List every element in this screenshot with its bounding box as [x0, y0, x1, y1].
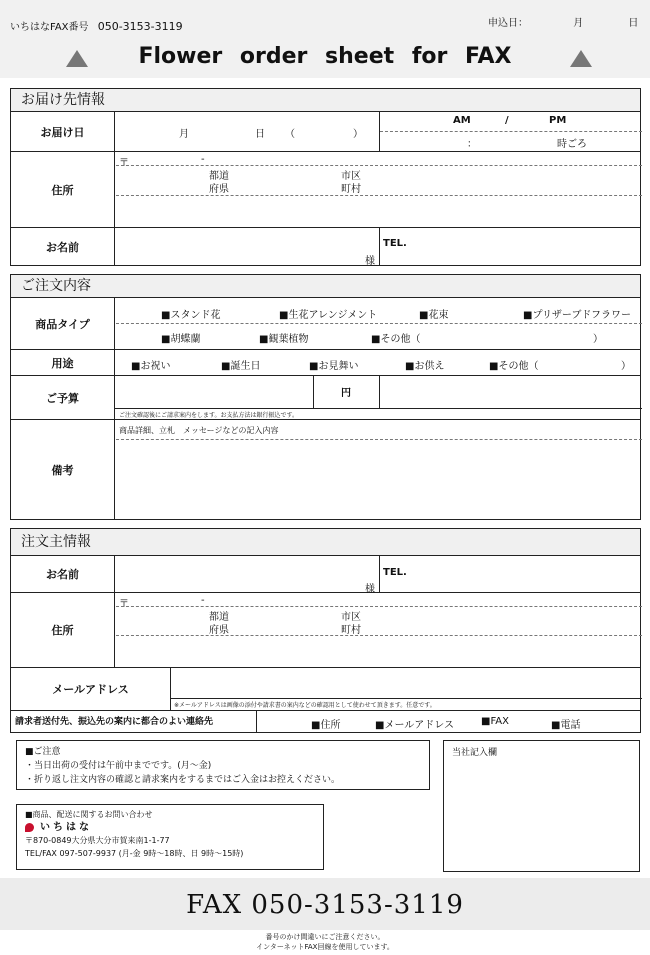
orderer-postal-hyphen: -	[201, 595, 205, 606]
remarks-hint: 商品詳細、立札 メッセージなどの記入内容	[119, 426, 279, 435]
brand	[10, 18, 183, 33]
orderer-email-note: ※メールアドレスは画像の添付や請求書の案内などの確認用として使わせて頂きます。任意です。	[174, 702, 436, 709]
budget-yen: 円	[341, 388, 351, 399]
product-bouquet[interactable]: ■花束	[419, 310, 449, 321]
orderer-address-label: 住所	[11, 593, 115, 667]
delivery-month: 月	[179, 129, 189, 140]
orderer-fuken: 府県	[209, 625, 229, 636]
contact-fax[interactable]: ■FAX	[481, 716, 509, 727]
delivery-tel-label: TEL.	[383, 238, 407, 249]
purpose-label: 用途	[11, 350, 115, 375]
orderer-sama: 様	[365, 584, 375, 595]
pm-label: PM	[549, 115, 567, 126]
apply-label: 申込日：	[488, 18, 528, 29]
product-foliage[interactable]: ■観葉植物	[259, 334, 309, 345]
notice-line-2: ・折り返し注文内容の確認と請求案内をするまではご入金はお控えください。	[25, 775, 341, 785]
purpose-other[interactable]: ■その他（	[489, 361, 539, 372]
orderer-email-row	[11, 668, 640, 711]
delivery-date-label: お届け日	[11, 112, 115, 151]
delivery-day: 日	[255, 129, 265, 140]
footer-note-1: 番号のかけ間違いにご注意ください。	[265, 933, 385, 941]
delivery-todo: 都道	[209, 171, 229, 182]
purpose-get-well[interactable]: ■お見舞い	[309, 361, 359, 372]
company-logo	[25, 821, 315, 834]
orderer-contact-row	[11, 711, 640, 733]
company-address: 〒870-0849大分県大分市賀来南1-1-77	[25, 836, 170, 845]
brand-fax-number: 050-3153-3119	[97, 20, 183, 33]
purpose-birthday[interactable]: ■誕生日	[221, 361, 261, 372]
product-other[interactable]: ■その他（	[371, 334, 421, 345]
budget-row	[11, 376, 640, 420]
budget-note: ご注文確認後にご請求案内をします。お支払方法は銀行振込です。	[119, 412, 299, 419]
order-heading: ご注文内容	[11, 275, 640, 298]
orderer-shiku: 市区	[341, 612, 361, 623]
company-telfax: TEL/FAX 097-507-9937 (月-金 9時～18時、日 9時～15時)	[25, 849, 244, 858]
orderer-section	[10, 528, 641, 733]
orderer-contact-label: 請求者送付先、振込先の案内に都合のよい連絡先	[11, 711, 257, 733]
delivery-fuken: 府県	[209, 184, 229, 195]
apply-month: 月	[573, 18, 584, 29]
orderer-chouson: 町村	[341, 625, 361, 636]
purpose-offering[interactable]: ■お供え	[405, 361, 445, 372]
time-about: 時ごろ	[557, 139, 587, 150]
page-title: Flower order sheet for FAX	[138, 44, 512, 69]
orderer-todo: 都道	[209, 612, 229, 623]
delivery-heading: お届け先情報	[11, 89, 640, 112]
orderer-postal-mark: 〒	[119, 599, 129, 610]
remarks-label: 備考	[11, 420, 115, 519]
paren-open: （	[285, 129, 295, 140]
company-name: いちはな	[40, 822, 92, 833]
delivery-chouson: 町村	[341, 184, 361, 195]
brand-label: いちはなFAX番号	[10, 22, 89, 33]
office-use-box	[443, 740, 640, 872]
product-stand[interactable]: ■スタンド花	[161, 310, 221, 321]
delivery-postal-hyphen: -	[201, 154, 205, 165]
product-preserved[interactable]: ■プリザーブドフラワー	[523, 310, 632, 321]
product-arrangement[interactable]: ■生花アレンジメント	[279, 310, 378, 321]
flower-logo-icon	[25, 823, 34, 832]
inquiry-heading: ■商品、配送に関するお問い合わせ	[25, 810, 153, 819]
orderer-tel-label: TEL.	[383, 567, 407, 578]
contact-phone[interactable]: ■電話	[551, 720, 581, 731]
footer-note-2: インターネットFAX回線を使用しています。	[256, 943, 394, 951]
purpose-celebration[interactable]: ■お祝い	[131, 361, 171, 372]
orderer-email-label: メールアドレス	[11, 668, 171, 710]
paren-close: ）	[353, 129, 363, 140]
notice-heading: ■ご注意	[25, 747, 61, 757]
delivery-name-label: お名前	[11, 228, 115, 266]
time-colon: ：	[467, 139, 477, 150]
footer-fax-number: FAX 050-3153-3119	[186, 890, 464, 920]
delivery-section	[10, 88, 641, 266]
apply-date	[488, 14, 638, 29]
delivery-sama: 様	[365, 256, 375, 267]
purpose-other-close: ）	[621, 361, 631, 372]
apply-day: 日	[628, 18, 639, 29]
office-use-label: 当社記入欄	[452, 748, 498, 758]
delivery-address-label: 住所	[11, 152, 115, 227]
orderer-address-row	[11, 593, 640, 668]
notice-line-1: ・当日出荷の受付は午前中までです。(月～金)	[25, 761, 212, 771]
purpose-row	[11, 350, 640, 376]
notice-box	[16, 740, 430, 790]
remarks-row	[11, 420, 640, 519]
product-orchid[interactable]: ■胡蝶蘭	[161, 334, 201, 345]
orderer-name-label: お名前	[11, 556, 115, 592]
contact-email[interactable]: ■メールアドレス	[375, 720, 454, 731]
product-type-row	[11, 298, 640, 350]
delivery-date-row	[11, 112, 640, 152]
product-type-label: 商品タイプ	[11, 298, 115, 349]
order-section	[10, 274, 641, 520]
delivery-name-row	[11, 228, 640, 266]
delivery-address-row	[11, 152, 640, 228]
inquiry-box	[16, 804, 324, 870]
budget-label: ご予算	[11, 376, 115, 419]
product-other-close: ）	[593, 334, 603, 345]
orderer-heading: 注文主情報	[11, 529, 640, 556]
delivery-postal-mark: 〒	[119, 158, 129, 169]
orderer-name-row	[11, 556, 640, 593]
contact-address[interactable]: ■住所	[311, 720, 341, 731]
am-label: AM	[453, 115, 471, 126]
am-pm-slash: /	[505, 115, 509, 126]
delivery-shiku: 市区	[341, 171, 361, 182]
